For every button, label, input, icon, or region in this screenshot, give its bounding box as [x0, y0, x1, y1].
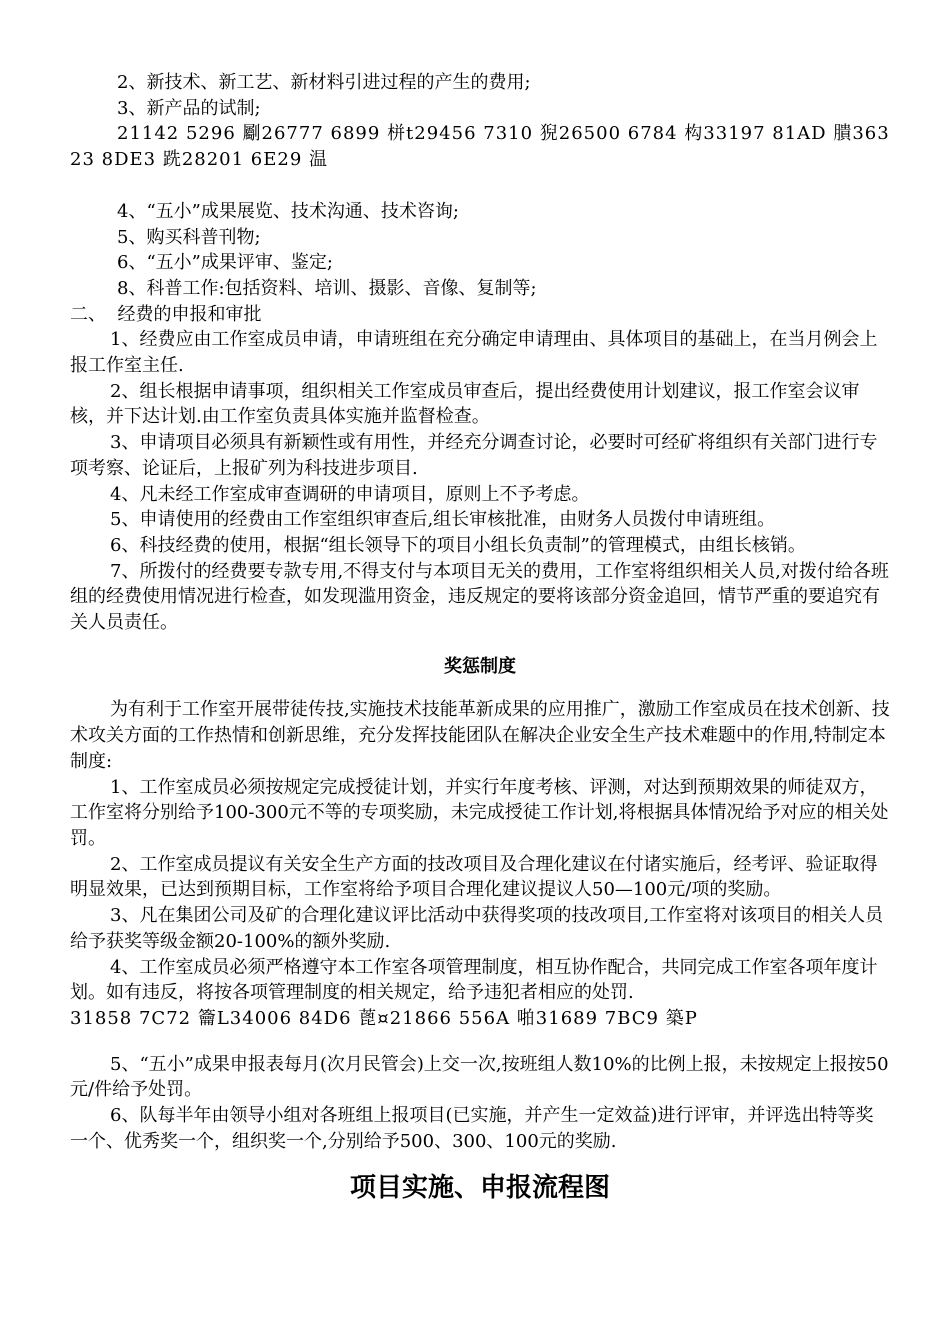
item-new-tech: 2、新技术、新工艺、新材料引进过程的产生的费用;: [117, 72, 531, 93]
section-heading: 二、 经费的申报和审批: [70, 303, 262, 325]
reward-item: 2、工作室成员提议有关安全生产方面的技改项目及合理化建议在付诸实施后，经考评、验证取得明显效果，已达到预期目标，工作室将给予项目合理化建议提议人50—100元/项的奖励。: [70, 853, 878, 901]
flow-chart-title: 项目实施、申报流程图: [349, 1173, 610, 1204]
section-item: 1、经费应由工作室成员申请，申请班组在充分确定申请理由、具体项目的基础上，在当月例会上报工作室主任.: [70, 329, 878, 377]
document-page: [70, 70, 890, 1234]
item-exhibition: 4、“五小”成果展览、技术沟通、技术咨询;: [117, 200, 459, 222]
garbled-code-line: 21142 5296 劚26777 6899 栟t29456 7310 猊26500 6784 构33197 81AD 膭36323 8DE3 跣28201 6E29 温: [70, 123, 890, 171]
section-item: 3、申请项目必须具有新颖性或有用性，并经充分调查讨论，必要时可经矿将组织有关部门进行专项考察、论证后，上报矿列为科技进步项目.: [70, 432, 878, 479]
spacer: [70, 1032, 890, 1052]
reward-item: 3、凡在集团公司及矿的合理化建议评比活动中获得奖项的技改项目,工作室将对该项目的相关人员给予获奖等级金额20-100%的额外奖励.: [70, 905, 884, 952]
reward-title: 奖惩制度: [444, 655, 516, 677]
section-item: 2、组长根据申请事项，组织相关工作室成员审查后，提出经费使用计划建议，报工作室会议审核，并下达计划.由工作室负责具体实施并监督检查。: [70, 380, 860, 428]
spacer: [70, 173, 890, 199]
reward-intro: 为有利于工作室开展带徒传技,实施技术技能革新成果的应用推广，激励工作室成员在技术创新、技术攻关方面的工作热情和创新思维，充分发挥技能团队在解决企业安全生产技术难题中的作用,特制定本制度:: [70, 699, 890, 772]
garbled-code-line: 31858 7C72 籥L34006 84D6 蓖¤21866 556A 啪31689 7BC9 築P: [70, 1007, 698, 1029]
reward-item: 5、“五小”成果申报表每月(次月民管会)上交一次,按班组人数10%的比例上报，未按规定上报按50元/件给予处罚。: [70, 1053, 889, 1101]
section-item: 5、申请使用的经费由工作室组织审查后,组长审核批准，由财务人员拨付申请班组。: [110, 509, 776, 531]
item-science-work: 8、科普工作:包括资料、培训、摄影、音像、复制等;: [117, 277, 537, 299]
item-purchase: 5、购买科普刊物;: [117, 226, 261, 248]
item-evaluation: 6、“五小”成果评审、鉴定;: [117, 252, 333, 274]
section-item: 6、科技经费的使用，根据“组长领导下的项目小组长负责制”的管理模式，由组长核销。: [110, 534, 806, 556]
section-item: 7、所拨付的经费要专款专用,不得支付与本项目无关的费用，工作室将组织相关人员,对拨付给各班组的经费使用情况进行检查，如发现滥用资金，违反规定的要将该部分资金追回，情节严重的要追究有关人员责任。: [70, 560, 889, 634]
reward-item: 1、工作室成员必须按规定完成授徒计划，并实行年度考核、评测，对达到预期效果的师徒双方，工作室将分别给予100-300元不等的专项奖励，未完成授徒工作计划,将根据具体情况给予对应的相关处罚。: [70, 776, 889, 849]
section-item: 4、凡未经工作室成审查调研的申请项目，原则上不予考虑。: [110, 483, 590, 505]
reward-item: 6、队每半年由领导小组对各班组上报项目(已实施，并产生一定效益)进行评审，并评选出特等奖一个、优秀奖一个，组织奖一个,分别给予500、300、100元的奖励.: [70, 1105, 874, 1152]
reward-item: 4、工作室成员必须严格遵守本工作室各项管理制度，相互协作配合，共同完成工作室各项年度计划。如有违反，将按各项管理制度的相关规定，给予违犯者相应的处罚.: [70, 956, 878, 1004]
item-new-product: 3、新产品的试制;: [117, 97, 261, 119]
